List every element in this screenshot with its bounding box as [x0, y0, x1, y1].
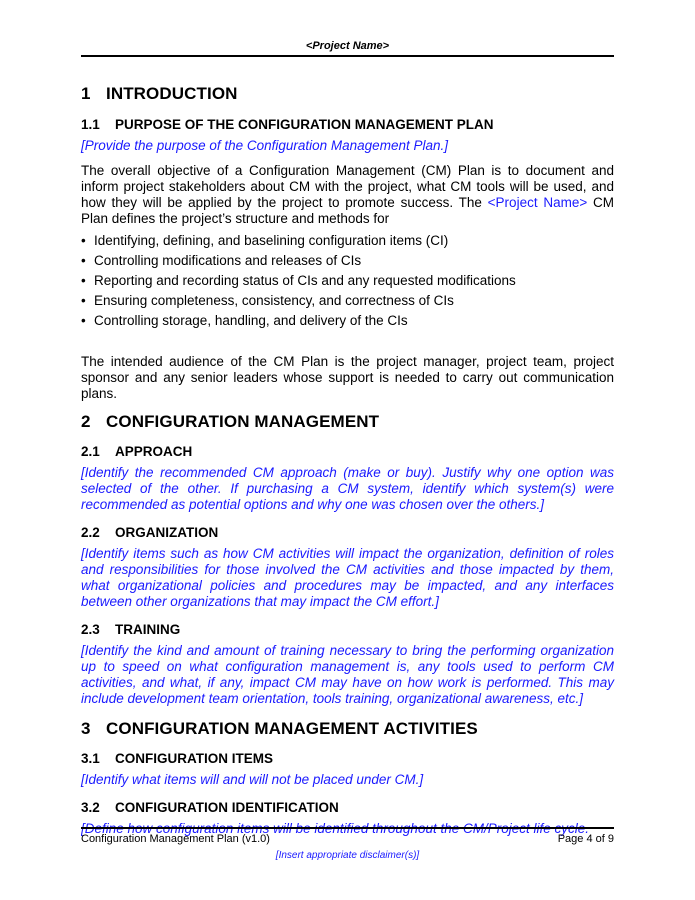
heading-2 — [81, 412, 614, 432]
bullet-list — [81, 233, 614, 329]
project-name-placeholder: <Project Name> — [487, 195, 588, 210]
header-rule — [81, 55, 614, 57]
body-paragraph — [81, 163, 614, 227]
instruction-text: [Identify the recommended CM approach (make or buy). Justify why one option was selected of the other. If purchasing a CM system, identify which system(s) were recommended as potential options and why one was chosen over the others.] — [81, 465, 614, 512]
heading-title: CONFIGURATION MANAGEMENT ACTIVITIES — [106, 719, 478, 738]
heading-title: ORGANIZATION — [115, 525, 219, 540]
instruction-text: [Provide the purpose of the Configuration Management Plan.] — [81, 138, 448, 153]
page-header: <Project Name> — [305, 40, 390, 52]
heading-title: CONFIGURATION IDENTIFICATION — [115, 800, 339, 815]
footer-disclaimer: [Insert appropriate disclaimer(s)] — [275, 850, 420, 861]
heading-title: INTRODUCTION — [106, 84, 238, 103]
text-run: The overall objective of a Configuration Management (CM) Plan is to document and inform project stakeholders about CM with the project, what CM tools will be used, and how they will be applied by the project to promote success. The — [81, 163, 614, 210]
heading-number: 3.2 — [81, 800, 100, 815]
list-item: • Reporting and recording status of CIs and any requested modifications — [81, 273, 614, 289]
heading-1 — [81, 84, 614, 104]
heading-number: 2.3 — [81, 622, 100, 637]
heading-2-2 — [81, 525, 614, 540]
heading-2-3 — [81, 622, 614, 637]
footer-page-number: Page 4 of 9 — [557, 833, 614, 845]
footer-doc-title: Configuration Management Plan (v1.0) — [81, 833, 270, 845]
instruction-text: [Identify what items will and will not be placed under CM.] — [81, 772, 424, 787]
heading-number: 3 — [81, 719, 91, 738]
page-content — [81, 84, 614, 837]
heading-number: 2 — [81, 412, 91, 431]
heading-number: 1.1 — [81, 117, 100, 132]
heading-title: CONFIGURATION ITEMS — [115, 751, 273, 766]
list-item: • Controlling storage, handling, and delivery of the CIs — [81, 313, 614, 329]
text-run: CM Plan defines the project’s structure and methods for — [81, 195, 614, 226]
instruction-text: [Define how configuration items will be identified throughout the CM/Project life cycle. — [81, 821, 590, 836]
heading-1-1 — [81, 117, 614, 132]
heading-title: TRAINING — [115, 622, 181, 637]
heading-3-1 — [81, 751, 614, 766]
heading-3-2 — [81, 800, 614, 815]
heading-number: 3.1 — [81, 751, 100, 766]
instruction-text: [Identify items such as how CM activities will impact the organization, definition of roles and responsibilities for those involved the CM activities and those impacted by them, what organizational policies and procedures may be impacted, and any interfaces between other organizations that may impact the CM effort.] — [81, 546, 614, 609]
heading-number: 2.1 — [81, 444, 100, 459]
heading-2-1 — [81, 444, 614, 459]
list-item: • Ensuring completeness, consistency, and correctness of CIs — [81, 293, 614, 309]
heading-title: CONFIGURATION MANAGEMENT — [106, 412, 380, 431]
heading-number: 2.2 — [81, 525, 100, 540]
heading-title: APPROACH — [115, 444, 193, 459]
footer-rule — [81, 827, 614, 829]
instruction-text: [Identify the kind and amount of training necessary to bring the performing organization up to speed on what configuration management is, any tools used to perform CM activities, and what, if any, impact CM may have on how work is performed. This may include development team orientation, tools training, organizational awareness, etc.] — [81, 643, 614, 706]
heading-number: 1 — [81, 84, 91, 103]
body-paragraph: The intended audience of the CM Plan is the project manager, project team, project sponsor and any senior leaders whose support is needed to carry out communication plans. — [81, 354, 614, 401]
heading-title: PURPOSE OF THE CONFIGURATION MANAGEMENT PLAN — [115, 117, 494, 132]
list-item: • Identifying, defining, and baselining configuration items (CI) — [81, 233, 614, 249]
list-item: • Controlling modifications and releases of CIs — [81, 253, 614, 269]
heading-3 — [81, 719, 614, 739]
